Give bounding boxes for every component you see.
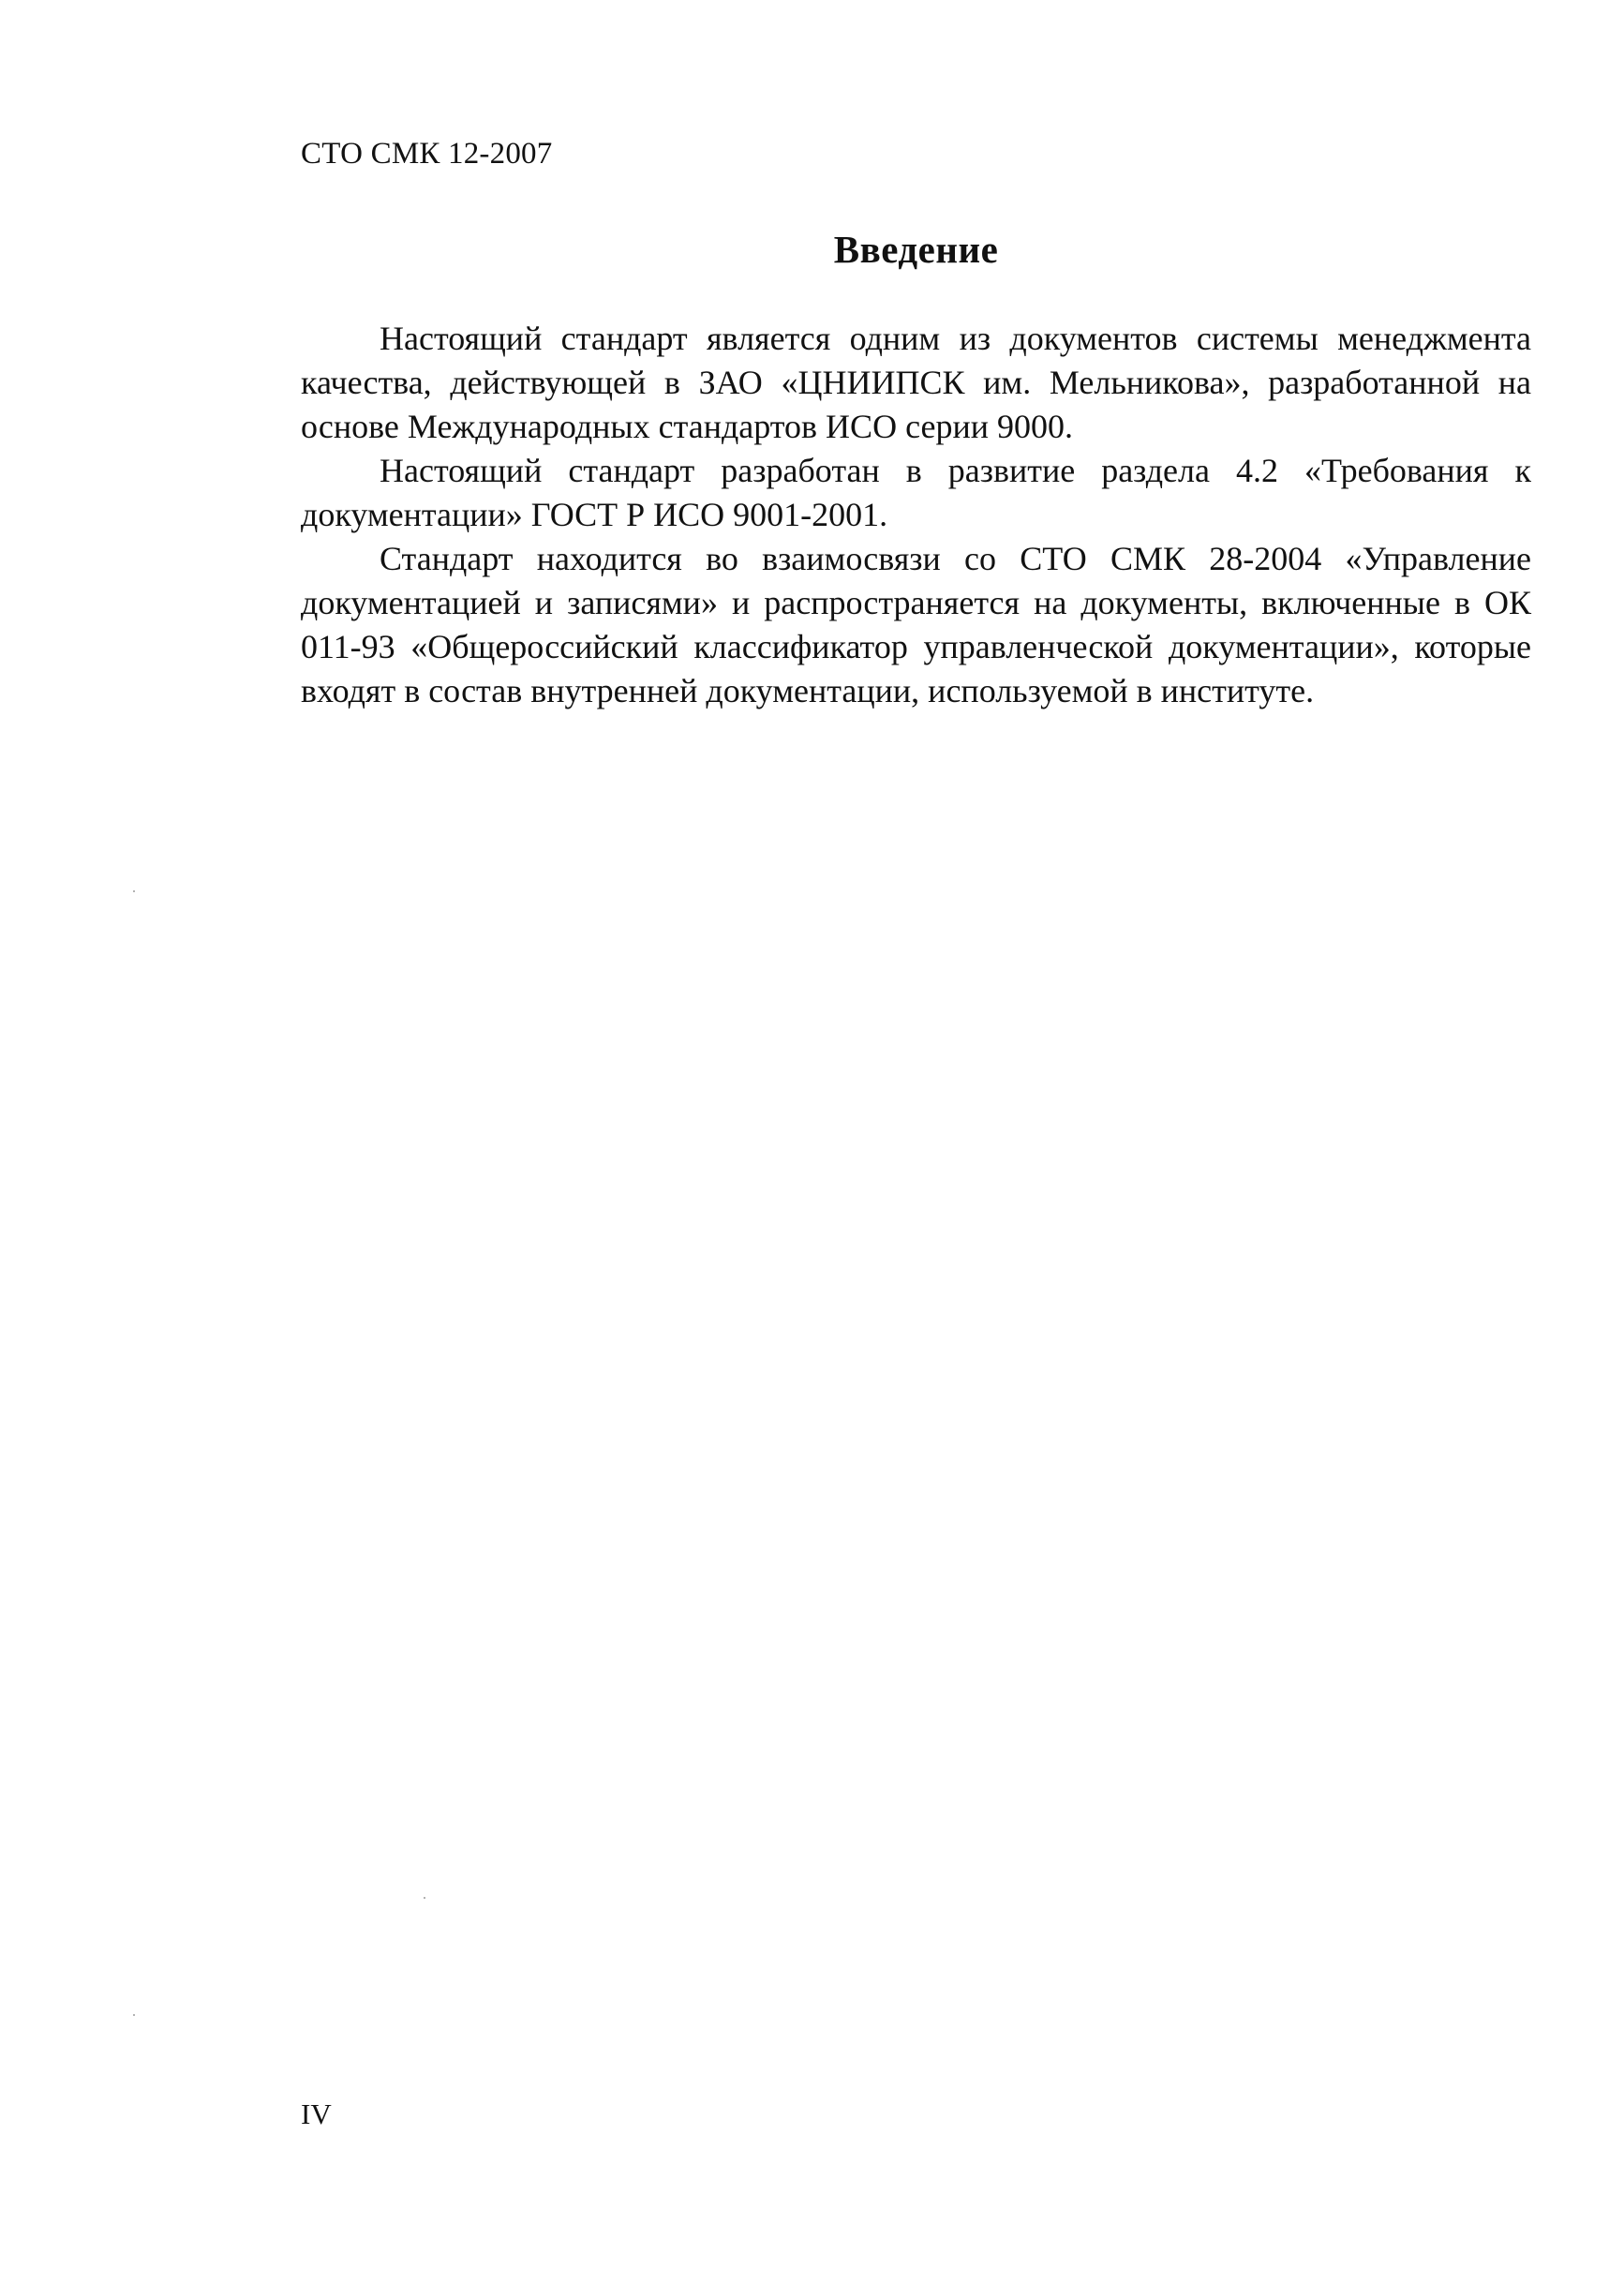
page-number: IV xyxy=(301,2097,332,2130)
section-title: Введение xyxy=(833,228,999,271)
document-code-header: СТО СМК 12-2007 xyxy=(301,137,553,171)
scan-speck xyxy=(424,1897,425,1899)
scan-speck xyxy=(133,2014,135,2016)
scan-speck xyxy=(133,890,135,892)
paragraph-3: Стандарт находится во взаимосвязи со СТО СМК 28-2004 «Управление документацией и записями» и распространяется на документы, включенные в ОК 011-93 «Общероссийский классификатор управленческой документации», которые входят в состав внутренней документации, используемой в институте. xyxy=(301,540,1531,709)
body-text xyxy=(301,317,1531,713)
paragraph-1: Настоящий стандарт является одним из документов системы менеджмента качества, действующей в ЗАО «ЦНИИПСК им. Мельникова», разработанной на основе Международных стандартов ИСО серии 9000. xyxy=(301,320,1531,445)
paragraph-2: Настоящий стандарт разработан в развитие раздела 4.2 «Требования к документации» ГОСТ Р ИСО 9001-2001. xyxy=(301,452,1531,533)
